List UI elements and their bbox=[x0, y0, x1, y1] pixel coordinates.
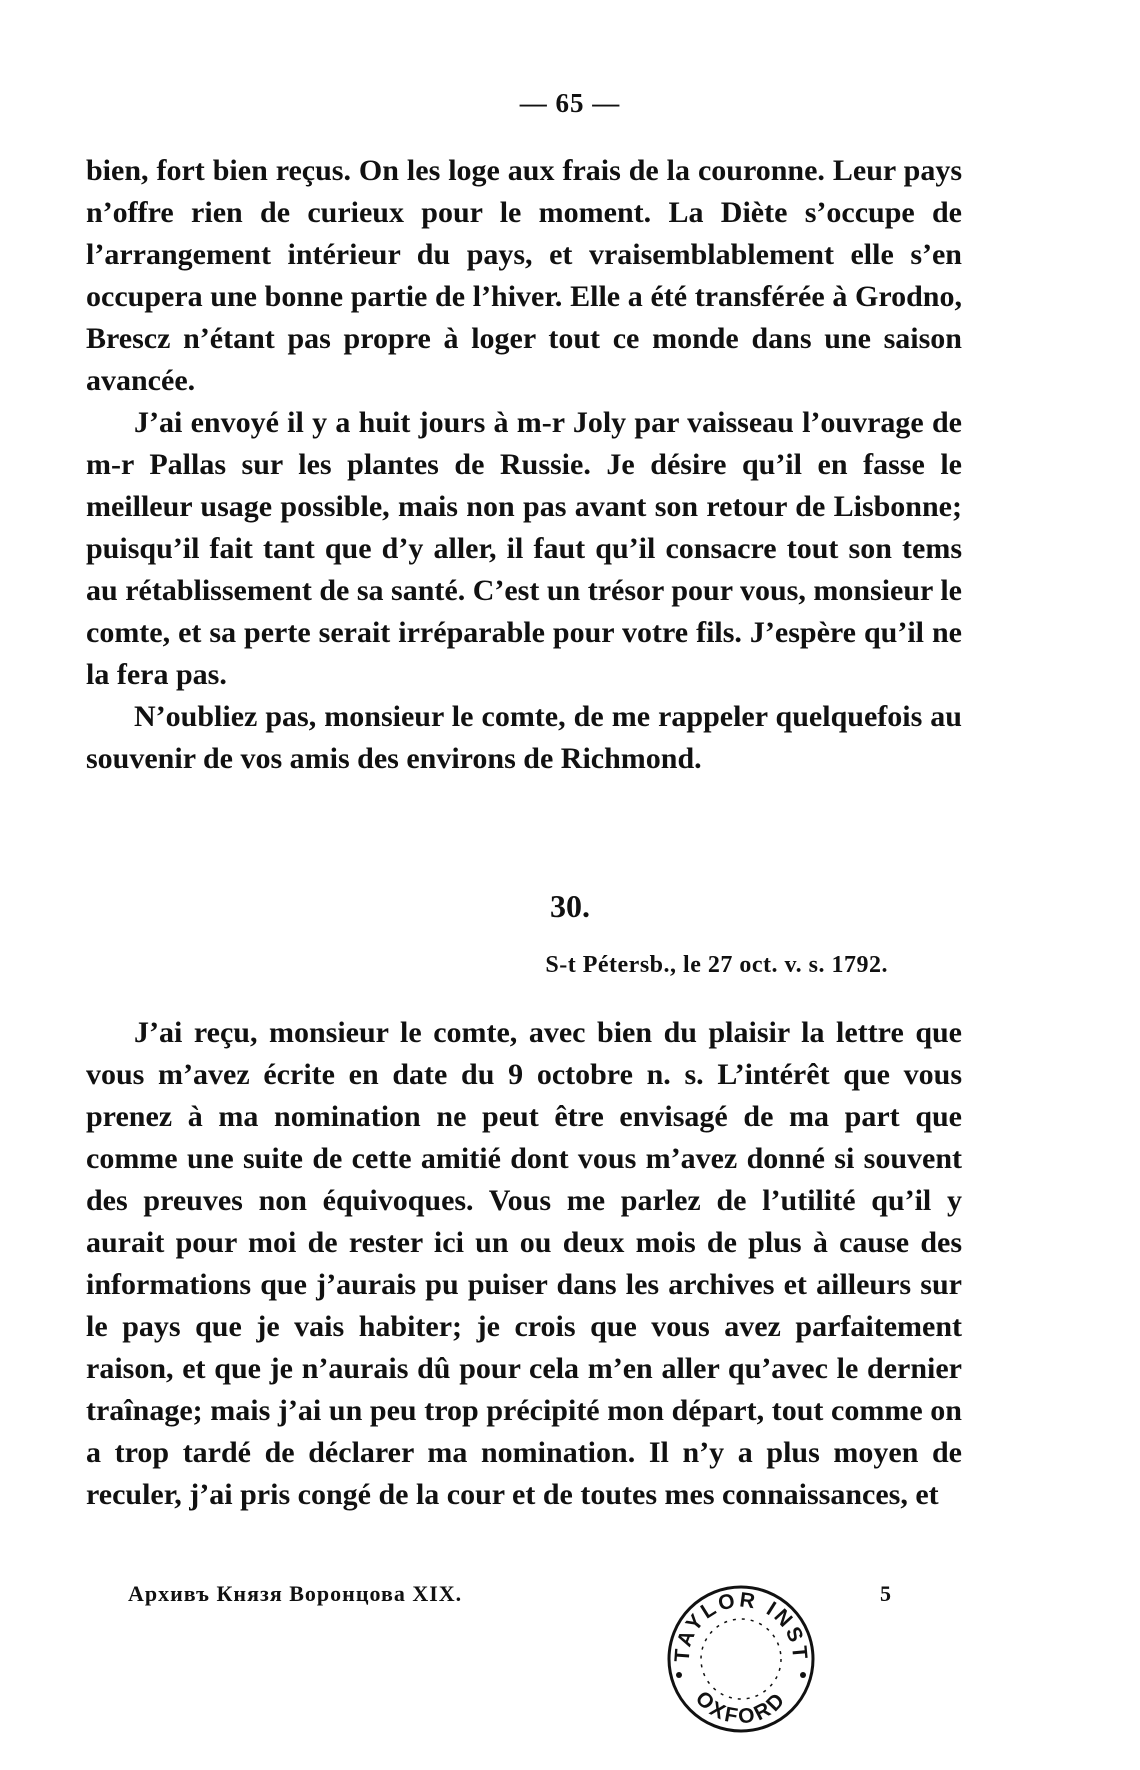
text-block-bottom bbox=[86, 1012, 962, 1516]
stamp-top-text: TAYLOR INST bbox=[670, 1588, 812, 1663]
text-block-top bbox=[86, 150, 962, 780]
svg-text:TAYLOR INST bbox=[671, 1588, 812, 1662]
paragraph: bien, fort bien reçus. On les loge aux frais de la couronne. Leur pays n’offre rien de curieux pour le moment. La Diète s’occupe de l’arrangement intérieur du pays, et vraisemblablement elle s’en occupera une bonne partie de l’hiver. Elle a été transférée à Grodno, Brescz n’étant pas propre à loger tout ce monde dans une saison avancée. bbox=[86, 154, 962, 397]
page-number: — 65 — bbox=[519, 88, 621, 118]
footer-sheet-number: 5 bbox=[880, 1581, 891, 1606]
paragraph: J’ai reçu, monsieur le comte, avec bien du plaisir la lettre que vous m’avez écrite en date du 9 octobre n. s. L’intérêt que vous prenez à ma nomination ne peut être envisagé de ma part que comme une suite de cette amitié dont vous m’avez donné si souvent des preuves non équivoques. Vous me parlez de l’utilité qu’il y aurait pour moi de rester ici un ou deux mois de plus à cause des informations que j’aurais pu puiser dans les archives et ailleurs sur le pays que je vais habiter; je crois que vous avez parfaitement raison, et que je n’aurais dû pour cela m’en aller qu’avec le dernier traînage; mais j’ai un peu trop précipité mon départ, tout comme on a trop tardé de déclarer ma nomination. Il n’y a plus moyen de reculer, j’ai pris congé de la cour et de toutes mes connaissances, et bbox=[86, 1016, 962, 1511]
letter-number: 30. bbox=[550, 888, 590, 924]
paragraph: J’ai envoyé il y a huit jours à m-r Joly par vaisseau l’ouvrage de m-r Pallas sur les plantes de Russie. Je désire qu’il en fasse le meilleur usage possible, mais non pas avant son retour de Lisbonne; puisqu’il fait tant que d’y aller, il faut qu’il consacre tout son tems au rétablissement de sa santé. C’est un trésor pour vous, monsieur le comte, et sa perte serait irréparable pour votre fils. J’espère qu’il ne la fera pas. bbox=[86, 406, 962, 691]
footer-signature: Архивъ Князя Воронцова XIX. bbox=[128, 1581, 463, 1606]
library-stamp bbox=[661, 1575, 821, 1735]
dateline: S-t Pétersb., le 27 oct. v. s. 1792. bbox=[545, 952, 888, 978]
stamp-bottom-text: OXFORD bbox=[690, 1686, 792, 1729]
paragraph: N’oubliez pas, monsieur le comte, de me rappeler quelquefois au souvenir de vos amis des environs de Richmond. bbox=[86, 700, 962, 775]
